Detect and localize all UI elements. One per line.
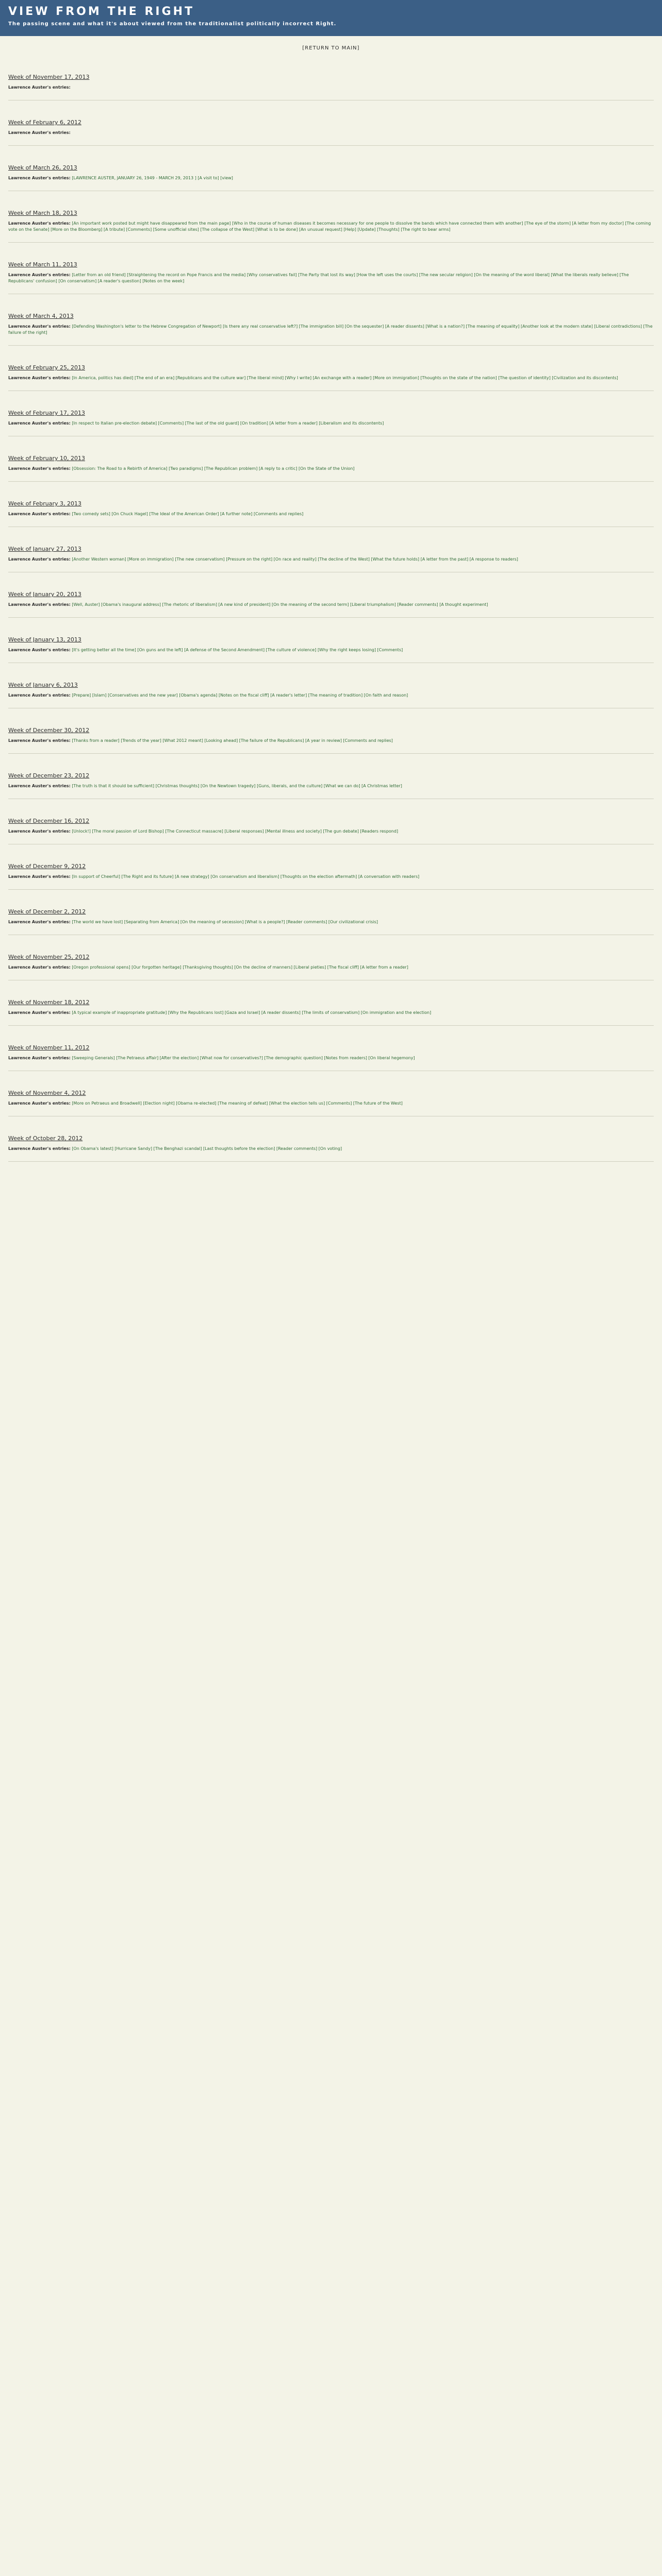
entry-paragraph [8,1055,654,1061]
author-label: Lawrence Auster's entries: [8,874,71,879]
entry-paragraph [8,272,654,284]
author-label: Lawrence Auster's entries: [8,920,71,924]
entry-paragraph [8,175,654,181]
author-label: Lawrence Auster's entries: [8,376,71,380]
author-label: Lawrence Auster's entries: [8,1056,71,1060]
author-label: Lawrence Auster's entries: [8,466,71,471]
entry-paragraph [8,466,654,472]
week-title-link[interactable]: Week of January 13, 2013 [8,636,81,643]
week-title-link[interactable]: Week of February 17, 2013 [8,410,85,416]
week-title-link[interactable]: Week of March 26, 2013 [8,164,77,171]
week-title-link[interactable]: Week of February 25, 2013 [8,364,85,371]
week-title-link[interactable]: Week of December 23, 2012 [8,772,90,779]
entry-links[interactable]: [In support of Cheerful] [The Right and its future] [A new strategy] [On conservatism and liberalism] [Thoughts on the election aftermath] [A conversation with readers] [72,874,420,879]
author-label: Lawrence Auster's entries: [8,693,71,698]
entry-divider [8,617,654,618]
week-title-link[interactable]: Week of November 11, 2012 [8,1044,90,1051]
entry-links[interactable]: [Defending Washington's letter to the Hebrew Congregation of Newport] [Is there any real conservative left?] [The immigration bill] [On the sequester] [A reader dissents] [What is a nation?] [The meaning of equality] [Another look at the modern state] [Liberal contradictions] [The failure of the right] [8,324,653,335]
week-entry [8,591,654,618]
entry-paragraph [8,324,654,336]
week-entries-body [8,783,654,789]
entry-divider [8,1161,654,1162]
author-label: Lawrence Auster's entries: [8,421,71,426]
week-entry [8,772,654,799]
week-title-link[interactable]: Week of November 25, 2012 [8,954,90,960]
entry-links[interactable]: [On Obama's latest] [Hurricane Sandy] [The Benghazi scandal] [Last thoughts before the election] [Reader comments] [On voting] [72,1146,342,1151]
entry-links[interactable]: [In America, politics has died] [The end of an era] [Republicans and the culture war] [The liberal mind] [Why I write] [An exchange with a reader] [More on immigration] [Thoughts on the state of the nation] [The question of identity] [Civilization and its discontents] [72,376,618,380]
week-entries-body [8,602,654,608]
week-entries-body [8,1100,654,1107]
author-label: Lawrence Auster's entries: [8,1146,71,1151]
entry-paragraph [8,511,654,517]
week-entries-body [8,84,654,91]
author-label: Lawrence Auster's entries: [8,273,71,277]
return-to-main-link[interactable]: [RETURN TO MAIN] [302,45,360,51]
return-nav [0,36,662,55]
week-entry [8,410,654,436]
week-entries-body [8,874,654,880]
entry-links[interactable]: [LAWRENCE AUSTER, JANUARY 26, 1949 - MARCH 29, 2013 ] [A visit to] [view] [72,176,233,180]
week-entry [8,954,654,980]
week-entries-body [8,556,654,563]
entry-paragraph [8,375,654,381]
entry-divider [8,753,654,754]
week-entry [8,1090,654,1116]
week-title-link[interactable]: Week of January 6, 2013 [8,682,78,688]
entries-list [0,74,662,1162]
entry-divider [8,242,654,243]
week-entries-body [8,466,654,472]
entry-paragraph [8,556,654,563]
week-entry [8,636,654,663]
entry-paragraph [8,1010,654,1016]
week-entry [8,210,654,243]
week-entries-body [8,511,654,517]
entry-paragraph [8,1146,654,1152]
week-entries-body [8,692,654,699]
author-label: Lawrence Auster's entries: [8,85,71,90]
week-title-link[interactable]: Week of January 27, 2013 [8,546,81,552]
entry-paragraph [8,221,654,233]
entry-paragraph [8,420,654,427]
author-label: Lawrence Auster's entries: [8,512,71,516]
entry-links[interactable]: [The truth is that it should be sufficient] [Christmas thoughts] [On the Newtown tragedy] [Guns, liberals, and the culture] [What we can do] [A Christmas letter] [72,784,402,788]
author-label: Lawrence Auster's entries: [8,965,71,970]
week-title-link[interactable]: Week of February 3, 2013 [8,500,81,507]
entry-links[interactable]: [Thanks from a reader] [Trends of the year] [What 2012 meant] [Looking ahead] [The failure of the Republicans] [A year in review] [Comments and replies] [72,738,393,743]
week-entries-body [8,221,654,233]
entry-links[interactable]: [Well, Auster] [Obama's inaugural address] [The rhetoric of liberalism] [A new kind of president] [On the meaning of the second term] [Liberal triumphalism] [Reader comments] [A thought experiment] [72,602,488,607]
week-entries-body [8,130,654,136]
author-label: Lawrence Auster's entries: [8,176,71,180]
entry-paragraph [8,783,654,789]
week-entry [8,908,654,935]
entry-paragraph [8,874,654,880]
week-title-link[interactable]: Week of December 9, 2012 [8,863,86,870]
author-label: Lawrence Auster's entries: [8,221,71,226]
author-label: Lawrence Auster's entries: [8,1101,71,1106]
week-entry [8,313,654,346]
entry-links[interactable]: [An important work posted but might have disappeared from the main page] [Who in the course of human diseases it becomes necessary for one people to dissolve the bands which have connected them with another] [The eye of the storm] [A letter from my doctor] [The coming vote on the Senate] [More on the Bloomberg] [A tribute] [Comments] [Some unofficial sites] [The collapse of the West] [What is to be done] [An unusual request] [Help] [Update] [Thoughts] [The right to bear arms] [8,221,651,232]
week-title-link[interactable]: Week of October 28, 2012 [8,1135,83,1142]
entry-links[interactable]: [Another Western woman] [More on immigration] [The new conservatism] [Pressure on the right] [On race and reality] [The decline of the West] [What the future holds] [A letter from the past] [A response to readers] [72,557,518,562]
entry-divider [8,889,654,890]
week-title-link[interactable]: Week of December 2, 2012 [8,908,86,915]
entry-links[interactable]: [Oregon professional opens] [Our forgotten heritage] [Thanksgiving thoughts] [On the decline of manners] [Liberal pieties] [The fiscal cliff] [A letter from a reader] [72,965,408,970]
author-label: Lawrence Auster's entries: [8,738,71,743]
week-title-link[interactable]: Week of November 17, 2013 [8,74,90,80]
week-title-link[interactable]: Week of March 11, 2013 [8,261,77,268]
entry-divider [8,481,654,482]
week-entries-body [8,1010,654,1016]
week-entries-body [8,324,654,336]
week-title-link[interactable]: Week of November 4, 2012 [8,1090,86,1096]
week-entry [8,682,654,708]
entry-divider [8,145,654,146]
week-title-link[interactable]: Week of November 18, 2012 [8,999,90,1006]
entry-links[interactable]: [Letter from an old friend] [Straightening the record on Pope Francis and the media] [Why conservatives fail] [The Party that lost its way] [How the left uses the courts] [The new secular religion] [On the meaning of the word liberal] [What the liberals really believe] [The Republicans' confusion] [On conservatism] [A reader's question] [Notes on the week] [8,273,629,283]
site-header [0,0,662,36]
entry-paragraph [8,919,654,925]
entry-links[interactable]: [A typical example of inappropriate gratitude] [Why the Republicans lost] [Gaza and Israel] [A reader dissents] [The limits of conservatism] [On immigration and the election] [72,1010,432,1015]
week-entry [8,1135,654,1162]
week-entries-body [8,738,654,744]
week-entries-body [8,647,654,653]
week-entries-body [8,828,654,835]
author-label: Lawrence Auster's entries: [8,557,71,562]
week-entries-body [8,420,654,427]
entry-links[interactable]: [Two comedy sets] [On Chuck Hagel] [The Ideal of the American Order] [A further note] [Comments and replies] [72,512,304,516]
entry-paragraph [8,602,654,608]
site-title[interactable]: VIEW FROM THE RIGHT [8,5,195,18]
entry-paragraph [8,647,654,653]
week-entries-body [8,1146,654,1152]
entry-paragraph [8,1100,654,1107]
week-title-link[interactable]: Week of December 30, 2012 [8,727,90,734]
week-entry [8,546,654,572]
week-entry [8,74,654,100]
entry-paragraph [8,828,654,835]
week-entries-body [8,919,654,925]
week-entries-body [8,964,654,971]
week-entry [8,364,654,391]
week-entry [8,727,654,754]
week-title-link[interactable]: Week of March 4, 2013 [8,313,74,319]
week-title-link[interactable]: Week of March 18, 2013 [8,210,77,216]
week-title-link[interactable]: Week of December 16, 2012 [8,818,90,824]
week-entry [8,164,654,191]
week-title-link[interactable]: Week of February 6, 2012 [8,119,81,126]
entry-links[interactable]: [Sweeping Generals] [The Petraeus affair] [After the election] [What now for conservatives?] [The demographic question] [Notes from readers] [On liberal hegemony] [72,1056,415,1060]
author-label: Lawrence Auster's entries: [8,784,71,788]
entry-links[interactable]: [Prepare] [Islam] [Conservatives and the new year] [Obama's agenda] [Notes on the fiscal cliff] [A reader's letter] [The meaning of tradition] [On faith and reason] [72,693,408,698]
entry-paragraph [8,692,654,699]
week-entry [8,863,654,890]
week-entries-body [8,375,654,381]
week-entry [8,455,654,482]
week-entry [8,119,654,146]
week-title-link[interactable]: Week of February 10, 2013 [8,455,85,462]
author-label: Lawrence Auster's entries: [8,829,71,834]
author-label: Lawrence Auster's entries: [8,602,71,607]
entry-links[interactable]: [Unlock!] [The moral passion of Lord Bishop] [The Connecticut massacre] [Liberal responses] [Mental illness and society] [The gun debate] [Readers respond] [72,829,399,834]
entry-paragraph [8,738,654,744]
author-label: Lawrence Auster's entries: [8,130,71,135]
site-subtitle: The passing scene and what it's about viewed from the traditionalist politically incorrect Right. [8,21,337,27]
entry-divider [8,345,654,346]
author-label: Lawrence Auster's entries: [8,1010,71,1015]
week-entries-body [8,1055,654,1061]
entry-links[interactable]: [In respect to Italian pre-election debate] [Comments] [The last of the old guard] [On tradition] [A letter from a reader] [Liberalism and its discontents] [72,421,384,426]
entry-links[interactable]: [Obsession: The Road to a Rebirth of America] [Two paradigms] [The Republican problem] [A reply to a critic] [On the State of the Union] [72,466,355,471]
entry-paragraph [8,130,654,136]
entry-links[interactable]: [More on Petraeus and Broadwell] [Election night] [Obama re-elected] [The meaning of defeat] [What the election tells us] [Comments] [The future of the West] [72,1101,403,1106]
author-label: Lawrence Auster's entries: [8,648,71,652]
week-entry [8,261,654,294]
week-entries-body [8,272,654,284]
entry-links[interactable]: [The world we have lost] [Separating from America] [On the meaning of secession] [What is a people?] [Reader comments] [Our civilizational crisis] [72,920,378,924]
author-label: Lawrence Auster's entries: [8,324,71,329]
week-title-link[interactable]: Week of January 20, 2013 [8,591,81,598]
week-entry [8,999,654,1026]
entry-paragraph [8,964,654,971]
week-entry [8,500,654,527]
week-entries-body [8,175,654,181]
entry-paragraph [8,84,654,91]
entry-divider [8,1025,654,1026]
entry-links[interactable]: [It's getting better all the time] [On guns and the left] [A defense of the Second Amendment] [The culture of violence] [Why the right keeps losing] [Comments] [72,648,403,652]
week-entry [8,1044,654,1071]
week-entry [8,818,654,844]
